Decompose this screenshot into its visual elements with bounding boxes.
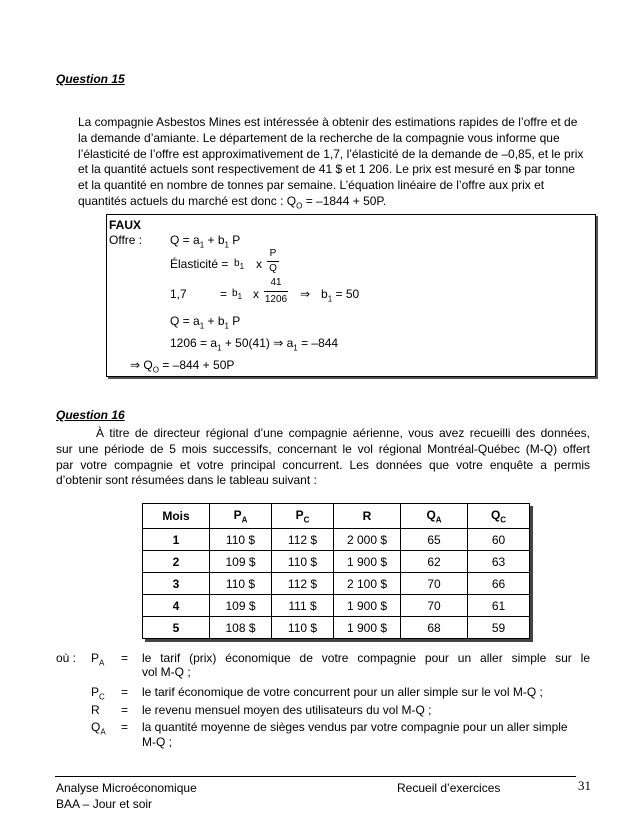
table-cell: 2 xyxy=(143,551,210,573)
table-cell: 3 xyxy=(143,573,210,595)
header-mois: Mois xyxy=(143,504,210,529)
table-cell: 1 900 $ xyxy=(334,595,401,617)
header-pa: $P_A$ xyxy=(210,504,272,529)
b1-result: $b_1 = 50$ xyxy=(321,287,360,304)
times-sign: x xyxy=(256,257,262,271)
def-text-r: le revenu mensuel moyen des utilisateurs du vol M-Q ; xyxy=(142,703,432,717)
header-r: R xyxy=(334,504,401,529)
table-cell: 110 $ xyxy=(272,617,334,639)
equation-4: $Q = a_1 + b_1$ P xyxy=(170,314,241,331)
question-15-title: Question 15 xyxy=(56,72,125,86)
q15-line: la demande d’amiante. Le département de la recherche de la compagnie vous informe que xyxy=(78,130,560,145)
table-row xyxy=(143,551,530,573)
fraction-41: 41 xyxy=(270,277,282,288)
elasticity-b: $b_1$ xyxy=(234,258,245,271)
equation-1: $Q = a_1 + b_1$ P xyxy=(170,233,241,250)
footer-course: Analyse Microéconomique xyxy=(56,781,197,795)
def-symbol-qa: $Q_A$ xyxy=(91,720,106,737)
q15-line: l’élasticité de l’offre est approximativement de 1,7, l’élasticité de la demande de –0,85, et le prix xyxy=(78,146,584,161)
b1-term: $b_1$ xyxy=(232,288,243,301)
question-15-text xyxy=(78,115,598,214)
def-symbol-r: R xyxy=(91,703,100,717)
equals-sign: = xyxy=(220,287,228,301)
header-qa: $Q_A$ xyxy=(401,504,468,529)
table-row xyxy=(143,617,530,639)
where-label: où : xyxy=(56,651,77,665)
def-text-pa: le tarif (prix) économique de votre compagnie pour un aller simple sur le xyxy=(142,651,590,665)
footer-center: Recueil d’exercices xyxy=(397,781,501,795)
fraction-line-2 xyxy=(264,291,288,292)
table-cell: 4 xyxy=(143,595,210,617)
table-cell: 1 900 $ xyxy=(334,617,401,639)
table-cell: 112 $ xyxy=(272,573,334,595)
table-cell: 109 $ xyxy=(210,595,272,617)
answer-box xyxy=(106,214,596,377)
table-header-row xyxy=(143,504,530,529)
table-cell: 110 $ xyxy=(272,551,334,573)
data-table xyxy=(142,503,530,639)
table-cell: 2 000 $ xyxy=(334,529,401,551)
table-cell: 59 xyxy=(468,617,530,639)
table-row xyxy=(143,529,530,551)
q15-line: et la quantité actuels sont respectivement de 41 $ et 1 206. Le prix est mesuré en $ par tonne xyxy=(78,162,575,177)
footer-program: BAA – Jour et soir xyxy=(56,797,153,811)
q16-line: sur une période de 5 mois successifs, concernant le vol régional Montréal-Québec (M-Q) offert xyxy=(56,441,590,456)
fraction-1206: 1206 xyxy=(264,294,288,305)
table-cell: 111 $ xyxy=(272,595,334,617)
table-cell: 61 xyxy=(468,595,530,617)
table-cell: 70 xyxy=(401,573,468,595)
header-qc: $Q_C$ xyxy=(468,504,530,529)
header-pc: $P_C$ xyxy=(272,504,334,529)
table-row xyxy=(143,595,530,617)
table-cell: 112 $ xyxy=(272,529,334,551)
table-cell: 108 $ xyxy=(210,617,272,639)
table-cell: 68 xyxy=(401,617,468,639)
table-cell: 1 900 $ xyxy=(334,551,401,573)
table-cell: 5 xyxy=(143,617,210,639)
fraction-line xyxy=(267,261,279,262)
table-cell: 110 $ xyxy=(210,573,272,595)
table-cell: 65 xyxy=(401,529,468,551)
def-symbol-pa: $P_A$ xyxy=(91,651,105,668)
faux-label: FAUX xyxy=(109,218,142,232)
table-cell: 70 xyxy=(401,595,468,617)
def-equals: = xyxy=(121,703,129,717)
fraction-q: Q xyxy=(269,263,277,274)
page-number: 31 xyxy=(578,778,591,793)
table-cell: 62 xyxy=(401,551,468,573)
q15-line: La compagnie Asbestos Mines est intéressée à obtenir des estimations rapides de l’offre et de xyxy=(78,115,578,129)
footer-divider xyxy=(55,776,576,777)
def-text-pa-cont: vol M-Q ; xyxy=(142,665,191,679)
times-sign-2: x xyxy=(253,287,259,301)
def-equals: = xyxy=(121,720,129,734)
final-equation: ⇒ $Q_O = -844 + 50P$ xyxy=(130,358,235,375)
def-text-pc: le tarif économique de votre concurrent pour un aller simple sur le vol M-Q ; xyxy=(142,685,543,699)
def-text-qa: la quantité moyenne de sièges vendus par votre compagnie pour un aller simple xyxy=(142,720,568,734)
table-cell: 60 xyxy=(468,529,530,551)
table-cell: 1 xyxy=(143,529,210,551)
q15-line-last: quantités actuels du marché est donc : $Q_O = -1844 + 50P$. xyxy=(78,193,387,211)
def-symbol-pc: $P_C$ xyxy=(91,685,105,702)
table-cell: 109 $ xyxy=(210,551,272,573)
value-1-7: 1,7 xyxy=(170,287,187,301)
table-cell: 63 xyxy=(468,551,530,573)
table-cell: 66 xyxy=(468,573,530,595)
def-equals: = xyxy=(121,685,129,699)
table-row xyxy=(143,573,530,595)
q15-line: et la quantité en nombre de tonnes par semaine. L’équation linéaire de l’offre aux prix et xyxy=(78,178,545,193)
question-16-text xyxy=(56,426,590,489)
implies-arrow-icon: ⇒ xyxy=(300,287,311,301)
offre-label: Offre : xyxy=(109,233,143,247)
q16-line: d’obtenir sont résumées dans le tableau suivant : xyxy=(56,473,317,488)
def-equals: = xyxy=(121,651,129,665)
fraction-p: P xyxy=(269,248,277,259)
q16-line: par votre compagnie et votre principal concurrent. Les données que votre enquête a permis xyxy=(56,457,590,472)
table-cell: 110 $ xyxy=(210,529,272,551)
table-cell: 2 100 $ xyxy=(334,573,401,595)
def-text-qa-cont: M-Q ; xyxy=(142,735,172,749)
elasticity-label: Élasticité = xyxy=(170,257,229,271)
equation-5: $1206 = a_1 + 50(41)$ ⇒ $a_1 = -844$ xyxy=(170,336,339,353)
question-16-title: Question 16 xyxy=(56,408,125,422)
q16-line: À titre de directeur régional d’une compagnie aérienne, vous avez recueilli des données, xyxy=(96,426,590,440)
